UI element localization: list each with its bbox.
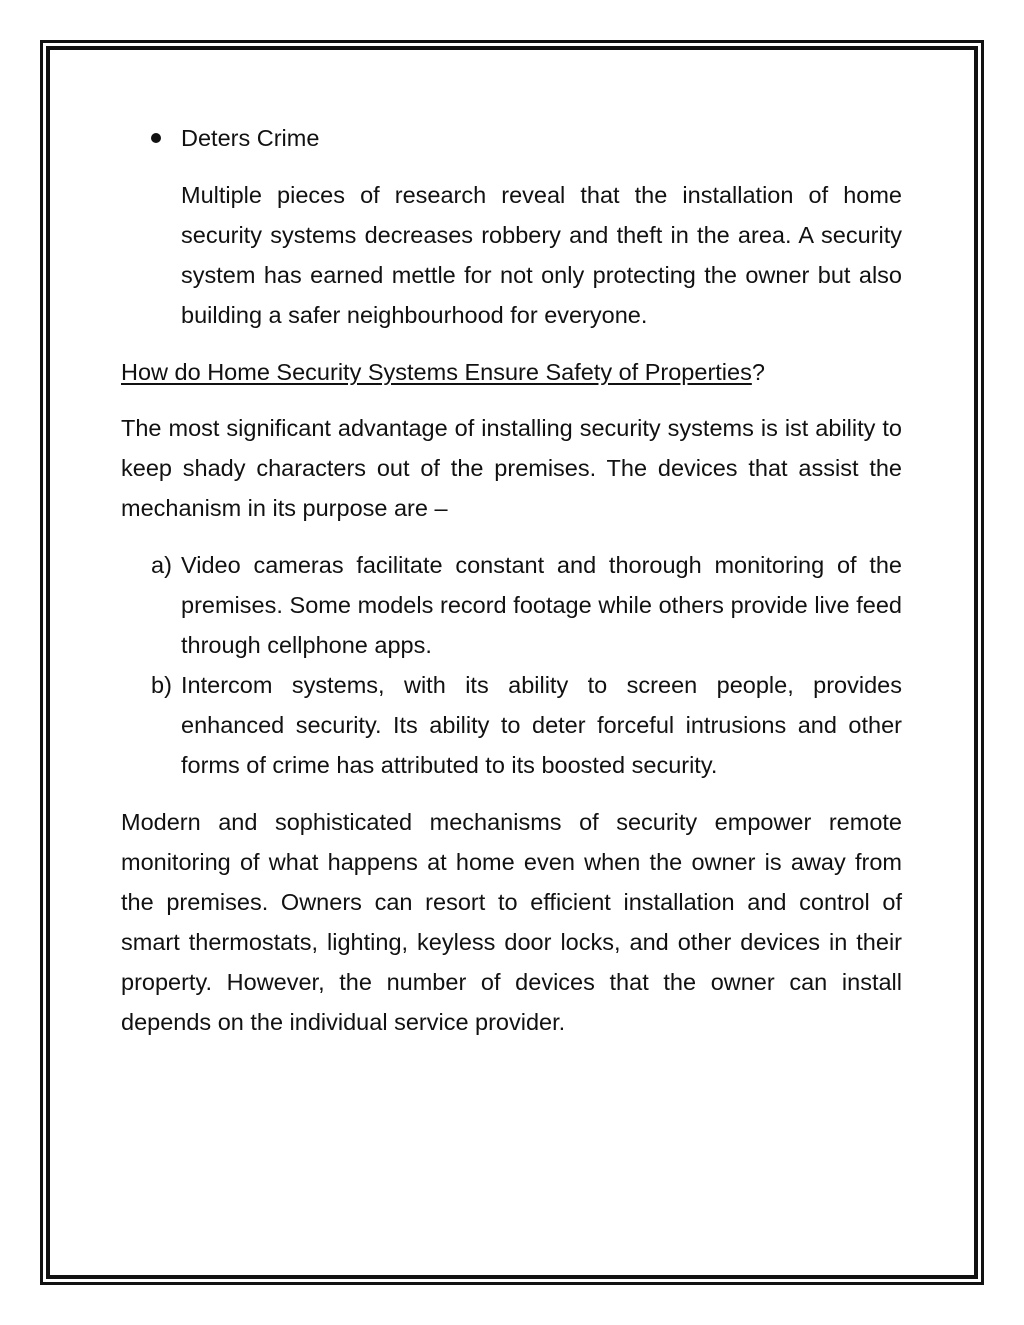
bullet-paragraph: Multiple pieces of research reveal that the installation of home security systems decreases robbery and theft in the area. A security system has earned mettle for not only protecting the owner but also building a safer neighbourhood for everyone.: [181, 182, 902, 328]
closing-paragraph: Modern and sophisticated mechanisms of security empower remote monitoring of what happens at home even when the owner is away from the premises. Owners can resort to efficient installation and control of smart thermostats, lighting, keyless door locks, and other devices in their property. However, the number of devices that the owner can install depends on the individual service provider.: [121, 809, 902, 1035]
section-heading: [121, 352, 902, 392]
list-marker: b): [151, 672, 172, 698]
list-marker: a): [151, 552, 172, 578]
bullet-title: Deters Crime: [181, 125, 320, 151]
list-item: [121, 545, 902, 665]
intro-paragraph: The most significant advantage of installing security systems is ist ability to keep shady characters out of the premises. The devices that assist the mechanism in its purpose are –: [121, 415, 902, 521]
list-item-text: Intercom systems, with its ability to screen people, provides enhanced security. Its ability to deter forceful intrusions and other forms of crime has attributed to its boosted security.: [181, 672, 902, 778]
list-item-text: Video cameras facilitate constant and thorough monitoring of the premises. Some models record footage while others provide live feed through cellphone apps.: [181, 552, 902, 658]
device-list: [121, 545, 902, 785]
heading-link[interactable]: How do Home Security Systems Ensure Safety of Properties: [121, 359, 752, 385]
list-item: [121, 665, 902, 785]
bullet-item: [121, 118, 902, 158]
heading-suffix: ?: [751, 359, 765, 385]
bullet-icon: [151, 133, 161, 143]
document-body: [121, 118, 902, 1059]
